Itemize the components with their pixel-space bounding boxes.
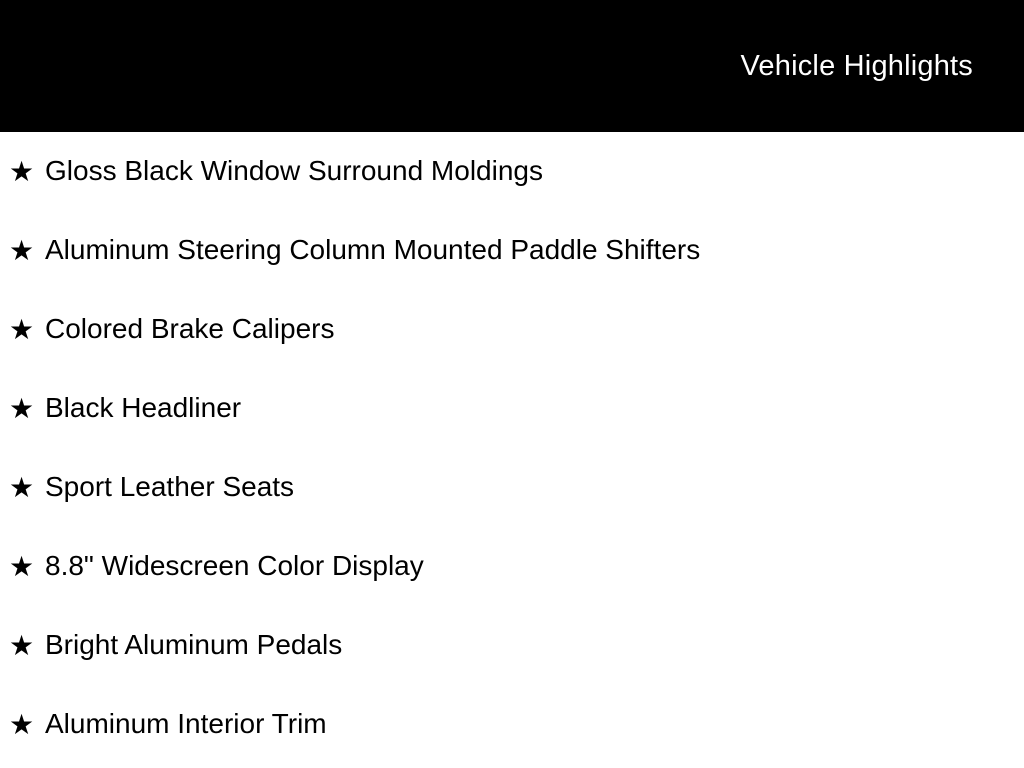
highlight-text: 8.8" Widescreen Color Display: [45, 550, 424, 582]
star-icon: ★: [9, 471, 35, 503]
highlight-text: Aluminum Steering Column Mounted Paddle Shifters: [45, 234, 701, 266]
star-icon: ★: [9, 313, 35, 345]
list-item: [0, 685, 1024, 764]
highlights-list: [0, 132, 1024, 764]
list-item: [0, 369, 1024, 448]
highlight-text: Aluminum Interior Trim: [45, 708, 327, 740]
highlight-text: Black Headliner: [45, 392, 242, 424]
page-title: Vehicle Highlights: [740, 49, 973, 82]
list-item: [0, 211, 1024, 290]
star-icon: ★: [9, 629, 35, 661]
list-item: [0, 290, 1024, 369]
list-item: [0, 527, 1024, 606]
highlight-text: Gloss Black Window Surround Moldings: [45, 155, 543, 187]
list-item: [0, 606, 1024, 685]
star-icon: ★: [9, 708, 35, 740]
highlight-text: Colored Brake Calipers: [45, 313, 335, 345]
highlight-text: Sport Leather Seats: [45, 471, 295, 503]
header: [0, 0, 1024, 132]
list-item: [0, 448, 1024, 527]
list-item: [0, 132, 1024, 211]
star-icon: ★: [9, 234, 35, 266]
highlight-text: Bright Aluminum Pedals: [45, 629, 343, 661]
star-icon: ★: [9, 155, 35, 187]
star-icon: ★: [9, 550, 35, 582]
star-icon: ★: [9, 392, 35, 424]
